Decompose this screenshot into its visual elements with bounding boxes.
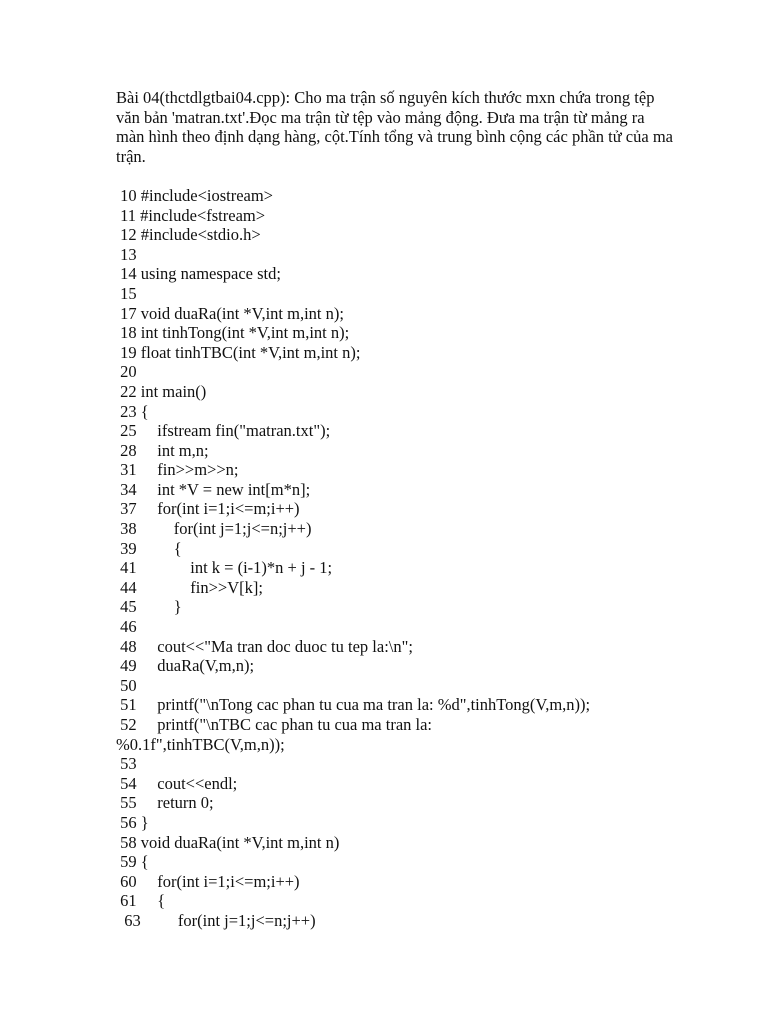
code-line: 28 int m,n; bbox=[116, 440, 209, 460]
code-line: 63 for(int j=1;j<=n;j++) bbox=[116, 910, 316, 930]
code-line: 53 bbox=[116, 754, 137, 774]
code-listing bbox=[116, 186, 676, 931]
code-line: 52 printf("\nTBC cac phan tu cua ma tran la: %0.1f",tinhTBC(V,m,n)); bbox=[116, 715, 433, 754]
code-line: 60 for(int i=1;i<=m;i++) bbox=[116, 871, 300, 891]
code-line: 58 void duaRa(int *V,int m,int n) bbox=[116, 832, 340, 852]
code-line: 45 } bbox=[116, 597, 182, 617]
code-line: 51 printf("\nTong cac phan tu cua ma tran la: %d",tinhTong(V,m,n)); bbox=[116, 695, 591, 715]
code-line: 19 float tinhTBC(int *V,int m,int n); bbox=[116, 342, 361, 362]
code-line: 44 fin>>V[k]; bbox=[116, 577, 263, 597]
code-line: 34 int *V = new int[m*n]; bbox=[116, 479, 311, 499]
code-line: 18 int tinhTong(int *V,int m,int n); bbox=[116, 323, 350, 343]
code-line: 48 cout<<"Ma tran doc duoc tu tep la:\n"; bbox=[116, 636, 413, 656]
code-line: 10 #include<iostream> bbox=[116, 185, 273, 205]
code-line: 59 { bbox=[116, 852, 149, 872]
code-line: 49 duaRa(V,m,n); bbox=[116, 656, 255, 676]
code-line: 25 ifstream fin("matran.txt"); bbox=[116, 421, 331, 441]
code-line: 56 } bbox=[116, 812, 149, 832]
code-line: 23 { bbox=[116, 401, 149, 421]
code-line: 13 bbox=[116, 244, 137, 264]
code-line: 38 for(int j=1;j<=n;j++) bbox=[116, 519, 312, 539]
code-line: 12 #include<stdio.h> bbox=[116, 225, 261, 245]
code-line: 11 #include<fstream> bbox=[116, 205, 266, 225]
code-line: 41 int k = (i-1)*n + j - 1; bbox=[116, 558, 333, 578]
code-line: 15 bbox=[116, 283, 137, 303]
code-line: 31 fin>>m>>n; bbox=[116, 460, 239, 480]
code-line: 55 return 0; bbox=[116, 793, 214, 813]
exercise-description: Bài 04(thctdlgtbai04.cpp): Cho ma trận số nguyên kích thước mxn chứa trong tệp văn bản 'matran.txt'.Đọc ma trận từ tệp vào mảng động. Đưa ma trận từ mảng ra màn hình theo định dạng hàng, cột.Tính tổng và trung bình cộng các phần tử của ma trận. bbox=[116, 88, 673, 166]
code-line: 39 { bbox=[116, 538, 182, 558]
code-line: 22 int main() bbox=[116, 381, 207, 401]
document-page bbox=[116, 88, 676, 931]
code-line: 17 void duaRa(int *V,int m,int n); bbox=[116, 303, 344, 323]
code-line: 37 for(int i=1;i<=m;i++) bbox=[116, 499, 300, 519]
code-line: 46 bbox=[116, 617, 137, 637]
code-line: 54 cout<<endl; bbox=[116, 773, 238, 793]
code-line: 61 { bbox=[116, 891, 166, 911]
code-line: 50 bbox=[116, 675, 137, 695]
code-line: 14 using namespace std; bbox=[116, 264, 281, 284]
code-line: 20 bbox=[116, 362, 137, 382]
